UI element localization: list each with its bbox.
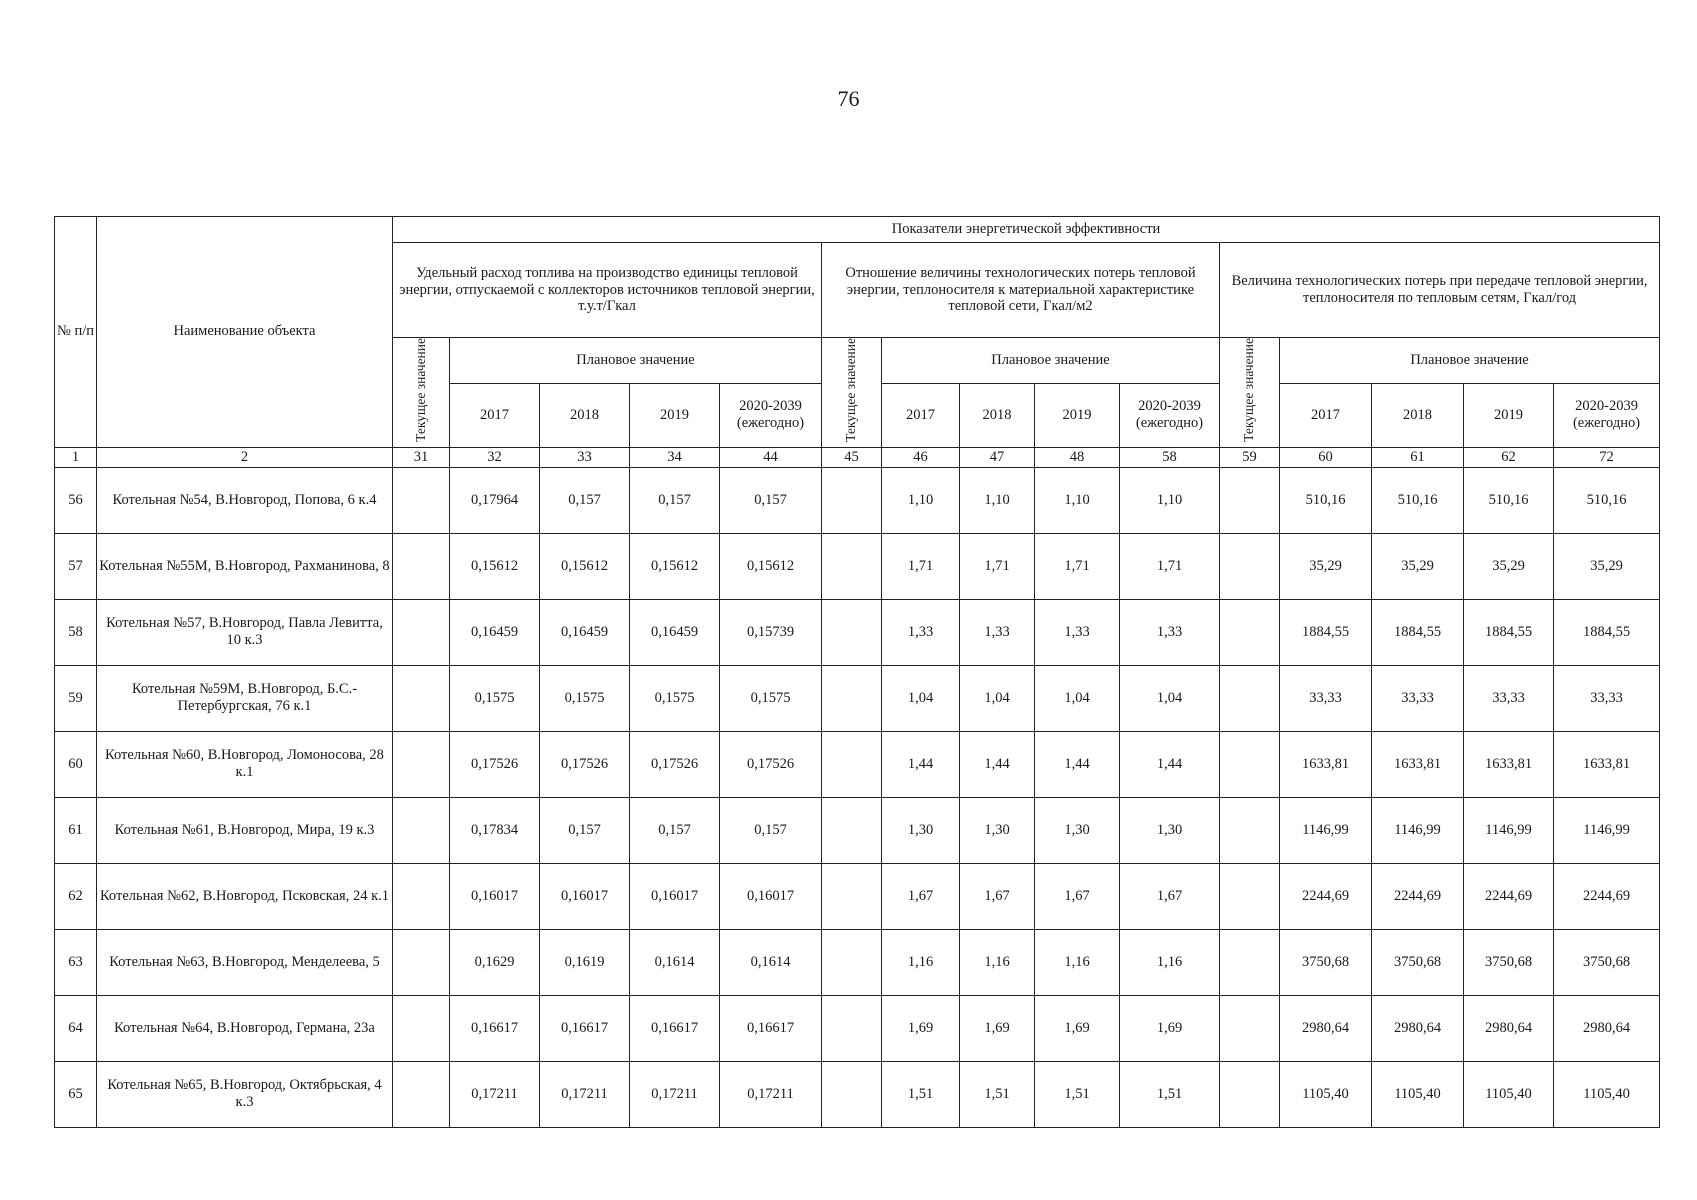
table-row [55,467,1660,533]
loss-ratio-current [822,599,882,665]
fuel-current [393,1061,450,1127]
fuel-2019: 0,157 [630,467,720,533]
loss-ratio-current [822,863,882,929]
table-row [55,995,1660,1061]
header-current-2: Текущее значение [822,338,882,448]
object-name: Котельная №65, В.Новгород, Октябрьская, 4 к.3 [97,1061,393,1127]
header-year: 2019 [630,383,720,447]
col-number: 48 [1035,447,1120,467]
fuel-2017: 0,17211 [450,1061,540,1127]
loss-value-2020-2039: 3750,68 [1554,929,1660,995]
loss-ratio-current [822,929,882,995]
loss-ratio-2019: 1,71 [1035,533,1120,599]
header-group-loss-value: Величина технологических потерь при передаче тепловой энергии, теплоносителя по тепловым сетям, Гкал/год [1220,243,1660,338]
loss-ratio-current [822,797,882,863]
loss-value-2018: 1105,40 [1372,1061,1464,1127]
header-year: 2017 [1280,383,1372,447]
loss-value-2017: 1884,55 [1280,599,1372,665]
fuel-2019: 0,157 [630,797,720,863]
header-name: Наименование объекта [97,217,393,448]
header-year: 2020-2039 (ежегодно) [720,383,822,447]
loss-value-2020-2039: 510,16 [1554,467,1660,533]
loss-ratio-2018: 1,30 [960,797,1035,863]
loss-value-2020-2039: 2244,69 [1554,863,1660,929]
loss-ratio-2020-2039: 1,51 [1120,1061,1220,1127]
object-name: Котельная №57, В.Новгород, Павла Левитта, 10 к.3 [97,599,393,665]
loss-ratio-2018: 1,69 [960,995,1035,1061]
col-number: 46 [882,447,960,467]
loss-ratio-2018: 1,51 [960,1061,1035,1127]
loss-ratio-2019: 1,04 [1035,665,1120,731]
header-year: 2017 [882,383,960,447]
loss-value-2019: 1633,81 [1464,731,1554,797]
loss-value-2017: 1105,40 [1280,1061,1372,1127]
loss-ratio-2017: 1,51 [882,1061,960,1127]
fuel-2020-2039: 0,1575 [720,665,822,731]
fuel-current [393,467,450,533]
header-main: Показатели энергетической эффективности [393,217,1660,243]
fuel-2018: 0,1619 [540,929,630,995]
header-year: 2020-2039 (ежегодно) [1554,383,1660,447]
loss-ratio-2020-2039: 1,33 [1120,599,1220,665]
energy-efficiency-table [54,216,1660,1128]
fuel-2018: 0,157 [540,797,630,863]
fuel-2017: 0,17964 [450,467,540,533]
fuel-2019: 0,17526 [630,731,720,797]
table-row [55,533,1660,599]
fuel-2018: 0,17526 [540,731,630,797]
loss-value-2018: 510,16 [1372,467,1464,533]
loss-value-current [1220,467,1280,533]
fuel-2019: 0,16617 [630,995,720,1061]
loss-ratio-current [822,467,882,533]
header-current-1: Текущее значение [393,338,450,448]
col-number: 47 [960,447,1035,467]
loss-value-current [1220,995,1280,1061]
loss-ratio-2017: 1,33 [882,599,960,665]
fuel-current [393,533,450,599]
loss-ratio-2018: 1,10 [960,467,1035,533]
loss-ratio-2018: 1,67 [960,863,1035,929]
fuel-current [393,665,450,731]
row-number: 60 [55,731,97,797]
loss-value-2018: 33,33 [1372,665,1464,731]
loss-ratio-current [822,731,882,797]
fuel-2020-2039: 0,157 [720,797,822,863]
loss-ratio-2017: 1,44 [882,731,960,797]
loss-value-current [1220,731,1280,797]
loss-ratio-2018: 1,44 [960,731,1035,797]
loss-ratio-2019: 1,69 [1035,995,1120,1061]
fuel-2017: 0,1575 [450,665,540,731]
object-name: Котельная №60, В.Новгород, Ломоносова, 28 к.1 [97,731,393,797]
loss-ratio-2019: 1,44 [1035,731,1120,797]
fuel-2020-2039: 0,16017 [720,863,822,929]
loss-ratio-2017: 1,10 [882,467,960,533]
loss-ratio-current [822,995,882,1061]
row-number: 57 [55,533,97,599]
row-number: 58 [55,599,97,665]
loss-ratio-2020-2039: 1,71 [1120,533,1220,599]
fuel-2018: 0,16017 [540,863,630,929]
loss-value-2018: 1146,99 [1372,797,1464,863]
loss-ratio-current [822,533,882,599]
loss-value-2017: 2980,64 [1280,995,1372,1061]
loss-ratio-2017: 1,16 [882,929,960,995]
loss-value-2020-2039: 1146,99 [1554,797,1660,863]
header-year: 2019 [1464,383,1554,447]
object-name: Котельная №54, В.Новгород, Попова, 6 к.4 [97,467,393,533]
header-planned-2: Плановое значение [882,338,1220,384]
loss-value-2019: 1105,40 [1464,1061,1554,1127]
fuel-current [393,731,450,797]
col-number: 72 [1554,447,1660,467]
loss-value-2017: 2244,69 [1280,863,1372,929]
loss-ratio-2019: 1,67 [1035,863,1120,929]
loss-ratio-2017: 1,30 [882,797,960,863]
loss-ratio-2019: 1,10 [1035,467,1120,533]
col-number: 33 [540,447,630,467]
table-row [55,929,1660,995]
fuel-2020-2039: 0,17526 [720,731,822,797]
col-number: 31 [393,447,450,467]
loss-value-2017: 33,33 [1280,665,1372,731]
loss-value-2019: 3750,68 [1464,929,1554,995]
loss-value-2017: 1633,81 [1280,731,1372,797]
fuel-current [393,929,450,995]
row-number: 64 [55,995,97,1061]
header-year: 2018 [960,383,1035,447]
row-number: 62 [55,863,97,929]
header-group-fuel: Удельный расход топлива на производство единицы тепловой энергии, отпускаемой с коллекторов источников тепловой энергии, т.у.т/Гкал [393,243,822,338]
table-row [55,1061,1660,1127]
col-number: 60 [1280,447,1372,467]
fuel-2018: 0,15612 [540,533,630,599]
fuel-2020-2039: 0,1614 [720,929,822,995]
loss-ratio-2017: 1,67 [882,863,960,929]
row-number: 65 [55,1061,97,1127]
loss-value-current [1220,929,1280,995]
col-number: 34 [630,447,720,467]
loss-value-2020-2039: 1633,81 [1554,731,1660,797]
fuel-2019: 0,1575 [630,665,720,731]
col-number: 61 [1372,447,1464,467]
loss-value-current [1220,599,1280,665]
fuel-2017: 0,16459 [450,599,540,665]
col-number: 44 [720,447,822,467]
loss-ratio-2019: 1,16 [1035,929,1120,995]
row-number: 59 [55,665,97,731]
header-group-loss-ratio: Отношение величины технологических потерь тепловой энергии, теплоносителя к материальной характеристике тепловой сети, Гкал/м2 [822,243,1220,338]
fuel-2018: 0,157 [540,467,630,533]
col-number: 62 [1464,447,1554,467]
column-number-row [55,447,1660,467]
loss-value-2018: 3750,68 [1372,929,1464,995]
loss-ratio-2018: 1,33 [960,599,1035,665]
loss-value-current [1220,1061,1280,1127]
header-year: 2018 [1372,383,1464,447]
loss-ratio-2018: 1,16 [960,929,1035,995]
loss-ratio-2020-2039: 1,44 [1120,731,1220,797]
col-number: 45 [822,447,882,467]
object-name: Котельная №59М, В.Новгород, Б.С.-Петербургская, 76 к.1 [97,665,393,731]
header-num: № п/п [55,217,97,448]
loss-value-2018: 35,29 [1372,533,1464,599]
col-number: 58 [1120,447,1220,467]
loss-ratio-2017: 1,71 [882,533,960,599]
fuel-2018: 0,16617 [540,995,630,1061]
loss-value-2019: 2980,64 [1464,995,1554,1061]
table-row [55,599,1660,665]
loss-value-2019: 35,29 [1464,533,1554,599]
row-number: 63 [55,929,97,995]
fuel-2018: 0,1575 [540,665,630,731]
fuel-2019: 0,16459 [630,599,720,665]
col-number: 59 [1220,447,1280,467]
loss-value-2020-2039: 35,29 [1554,533,1660,599]
header-year: 2019 [1035,383,1120,447]
table-row [55,665,1660,731]
loss-value-2019: 510,16 [1464,467,1554,533]
loss-value-2017: 35,29 [1280,533,1372,599]
loss-value-2017: 510,16 [1280,467,1372,533]
loss-ratio-2019: 1,33 [1035,599,1120,665]
row-number: 61 [55,797,97,863]
fuel-2017: 0,17526 [450,731,540,797]
fuel-2017: 0,1629 [450,929,540,995]
loss-ratio-2020-2039: 1,16 [1120,929,1220,995]
loss-value-2017: 1146,99 [1280,797,1372,863]
loss-value-2018: 1633,81 [1372,731,1464,797]
object-name: Котельная №55М, В.Новгород, Рахманинова, 8 [97,533,393,599]
loss-value-2017: 3750,68 [1280,929,1372,995]
loss-ratio-2017: 1,04 [882,665,960,731]
col-number: 1 [55,447,97,467]
loss-value-2019: 2244,69 [1464,863,1554,929]
fuel-2020-2039: 0,17211 [720,1061,822,1127]
fuel-2018: 0,17211 [540,1061,630,1127]
header-planned-1: Плановое значение [450,338,822,384]
fuel-2017: 0,15612 [450,533,540,599]
loss-value-2020-2039: 2980,64 [1554,995,1660,1061]
col-number: 2 [97,447,393,467]
header-planned-3: Плановое значение [1280,338,1660,384]
object-name: Котельная №61, В.Новгород, Мира, 19 к.3 [97,797,393,863]
loss-value-2020-2039: 1105,40 [1554,1061,1660,1127]
fuel-2017: 0,16017 [450,863,540,929]
table-row [55,797,1660,863]
loss-ratio-2018: 1,71 [960,533,1035,599]
fuel-current [393,599,450,665]
object-name: Котельная №64, В.Новгород, Германа, 23а [97,995,393,1061]
loss-ratio-current [822,1061,882,1127]
loss-value-current [1220,797,1280,863]
loss-value-2018: 1884,55 [1372,599,1464,665]
loss-ratio-2020-2039: 1,67 [1120,863,1220,929]
loss-ratio-2020-2039: 1,30 [1120,797,1220,863]
fuel-2019: 0,15612 [630,533,720,599]
fuel-2019: 0,1614 [630,929,720,995]
loss-ratio-2020-2039: 1,10 [1120,467,1220,533]
col-number: 32 [450,447,540,467]
fuel-2020-2039: 0,15612 [720,533,822,599]
loss-value-current [1220,533,1280,599]
row-number: 56 [55,467,97,533]
loss-value-current [1220,665,1280,731]
loss-ratio-2017: 1,69 [882,995,960,1061]
fuel-2020-2039: 0,16617 [720,995,822,1061]
loss-value-2020-2039: 33,33 [1554,665,1660,731]
loss-value-2018: 2980,64 [1372,995,1464,1061]
loss-ratio-2020-2039: 1,04 [1120,665,1220,731]
fuel-current [393,863,450,929]
loss-value-2019: 33,33 [1464,665,1554,731]
loss-ratio-2019: 1,30 [1035,797,1120,863]
fuel-2017: 0,16617 [450,995,540,1061]
object-name: Котельная №62, В.Новгород, Псковская, 24 к.1 [97,863,393,929]
fuel-2018: 0,16459 [540,599,630,665]
table-row [55,863,1660,929]
header-current-3: Текущее значение [1220,338,1280,448]
fuel-2017: 0,17834 [450,797,540,863]
header-year: 2020-2039 (ежегодно) [1120,383,1220,447]
fuel-current [393,995,450,1061]
page-number: 76 [837,86,860,111]
object-name: Котельная №63, В.Новгород, Менделеева, 5 [97,929,393,995]
loss-value-2019: 1146,99 [1464,797,1554,863]
loss-ratio-2019: 1,51 [1035,1061,1120,1127]
fuel-2019: 0,17211 [630,1061,720,1127]
loss-ratio-2018: 1,04 [960,665,1035,731]
fuel-2020-2039: 0,157 [720,467,822,533]
table-row [55,731,1660,797]
header-year: 2018 [540,383,630,447]
loss-value-2019: 1884,55 [1464,599,1554,665]
fuel-current [393,797,450,863]
fuel-2020-2039: 0,15739 [720,599,822,665]
loss-value-2018: 2244,69 [1372,863,1464,929]
loss-value-2020-2039: 1884,55 [1554,599,1660,665]
fuel-2019: 0,16017 [630,863,720,929]
loss-ratio-2020-2039: 1,69 [1120,995,1220,1061]
loss-ratio-current [822,665,882,731]
header-year: 2017 [450,383,540,447]
loss-value-current [1220,863,1280,929]
